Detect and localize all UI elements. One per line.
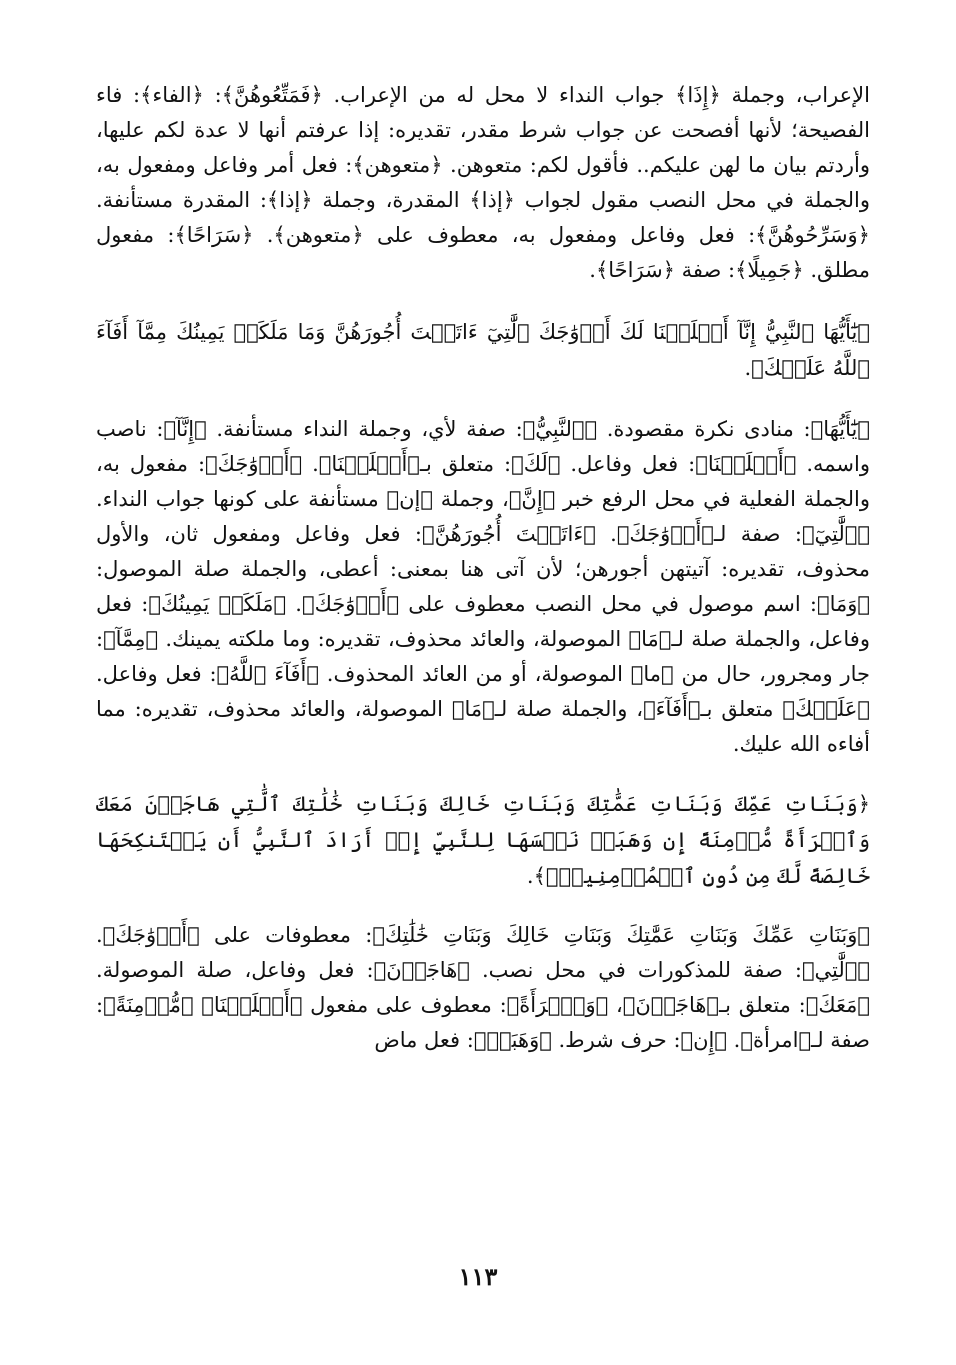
- paragraph-2: ﴿يَٰٓأَيُّهَا﴾: منادى نكرة مقصودة. ﴿ٱلنَّبِيُّ﴾: صفة لأي، وجملة النداء مستأنفة. ﴿إِنَّآ﴾: ناصب واسمه. ﴿أَحۡلَلۡنَا﴾: فعل وفاعل. ﴿لَكَ﴾: متعلق بـ﴿أَحۡلَلۡنَا﴾. ﴿أَزۡوَٰجَكَ﴾: مفعول به، والجملة الفعلية في محل الرفع خبر ﴿إِنَّ﴾، وجملة ﴿إن﴾ مستأنفة على كونها جواب النداء. ﴿ٱلَّٰتِيٓ﴾: صفة لـ﴿أَزۡوَٰجَكَ﴾. ﴿ءَاتَيۡتَ أُجُورَهُنَّ﴾: فعل وفاعل ومفعول ثان، والأول محذوف، تقديره: آتيتهن أجورهن؛ لأن آتى هنا بمعنى: أعطى، والجملة صلة الموصول: ﴿وَمَا﴾: اسم موصول في محل النصب معطوف على ﴿أَزۡوَٰجَكَ﴾. ﴿مَلَكَتۡ يَمِينُكَ﴾: فعل وفاعل، والجملة صلة لـ﴿مَا﴾ الموصولة، والعائد محذوف، تقديره: وما ملكته يمينك. ﴿مِمَّآ﴾: جار ومجرور، حال من ﴿ما﴾ الموصولة، أو من العائد المحذوف. ﴿أَفَآءَ ٱللَّهُ﴾: فعل وفاعل. ﴿عَلَيۡكَ﴾ متعلق بـ﴿أَفَآءَ﴾، والجملة صلة لـ﴿مَا﴾ الموصولة، والعائد محذوف، تقديره: مما أفاءه الله عليك.: [96, 417, 870, 756]
- page-number: ١١٣: [458, 1262, 498, 1291]
- page-content: [96, 78, 870, 1058]
- paragraph-gap: [96, 288, 870, 314]
- quran-verse-1: ﴿يَٰٓأَيُّهَا ٱلنَّبِيُّ إِنَّآ أَحۡلَلۡنَا لَكَ أَزۡوَٰجَكَ ٱلَّٰتِيٓ ءَاتَيۡتَ أُجُورَهُنَّ وَمَا مَلَكَتۡ يَمِينُكَ مِمَّآ أَفَآءَ ٱللَّهُ عَلَيۡكَ﴾.: [96, 320, 870, 380]
- paragraph-gap: [96, 894, 870, 918]
- paragraph-gap: [96, 386, 870, 412]
- quran-verse-2: ﴿وَبَنَاتِ عَمِّكَ وَبَنَاتِ عَمَّٰتِكَ وَبَنَاتِ خَالِكَ وَبَنَاتِ خَٰلَٰتِكَ ٱلَّٰتِي هَاجَرۡنَ مَعَكَ وَٱمۡرَأَةً مُّؤۡمِنَةً إِن وَهَبَتۡ نَفۡسَهَا لِلنَّبِيِّ إِنۡ أَرَادَ ٱلنَّبِيُّ أَن يَسۡتَنكِحَهَا خَالِصَةً لَّكَ مِن دُونِ ٱلۡمُؤۡمِنِينَۗ﴾.: [96, 792, 870, 888]
- paragraph-3: ﴿وَبَنَاتِ عَمِّكَ وَبَنَاتِ عَمَّٰتِكَ وَبَنَاتِ خَالِكَ وَبَنَاتِ خَٰلَٰتِكَ﴾: معطوفات على ﴿أَزۡوَٰجَكَ﴾. ﴿ٱلَّٰتِي﴾: صفة للمذكورات في محل نصب. ﴿هَاجَرۡنَ﴾: فعل وفاعل، صلة الموصولة. ﴿مَعَكَ﴾: متعلق بـ﴿هَاجَرۡنَ﴾، ﴿وَٱمۡرَأَةً﴾: معطوف على مفعول ﴿أَحۡلَلۡنَا﴾ ﴿مُّؤۡمِنَةً﴾: صفة لـ﴿امرأة﴾. ﴿إِن﴾: حرف شرط. ﴿وَهَبَتۡ﴾: فعل ماض: [96, 923, 870, 1052]
- paragraph-1: الإعراب، وجملة ﴿إِذَا﴾ جواب النداء لا محل له من الإعراب. ﴿فَمَتِّعُوهُنَّ﴾: ﴿الفاء﴾: فاء الفصيحة؛ لأنها أفصحت عن جواب شرط مقدر، تقديره: إذا عرفتم أنها لا عدة لكم عليها، وأردتم بيان ما لهن عليكم.. فأقول لكم: متعوهن. ﴿متعوهن﴾: فعل أمر وفاعل ومفعول به، والجملة في محل النصب مقول لجواب ﴿إذا﴾ المقدرة، وجملة ﴿إذا﴾: المقدرة مستأنفة. ﴿وَسَرِّحُوهُنَّ﴾: فعل وفاعل ومفعول به، معطوف على ﴿متعوهن﴾. ﴿سَرَاحًا﴾: مفعول مطلق. ﴿جَمِيلًا﴾: صفة ﴿سَرَاحًا﴾.: [96, 83, 870, 282]
- paragraph-gap: [96, 762, 870, 786]
